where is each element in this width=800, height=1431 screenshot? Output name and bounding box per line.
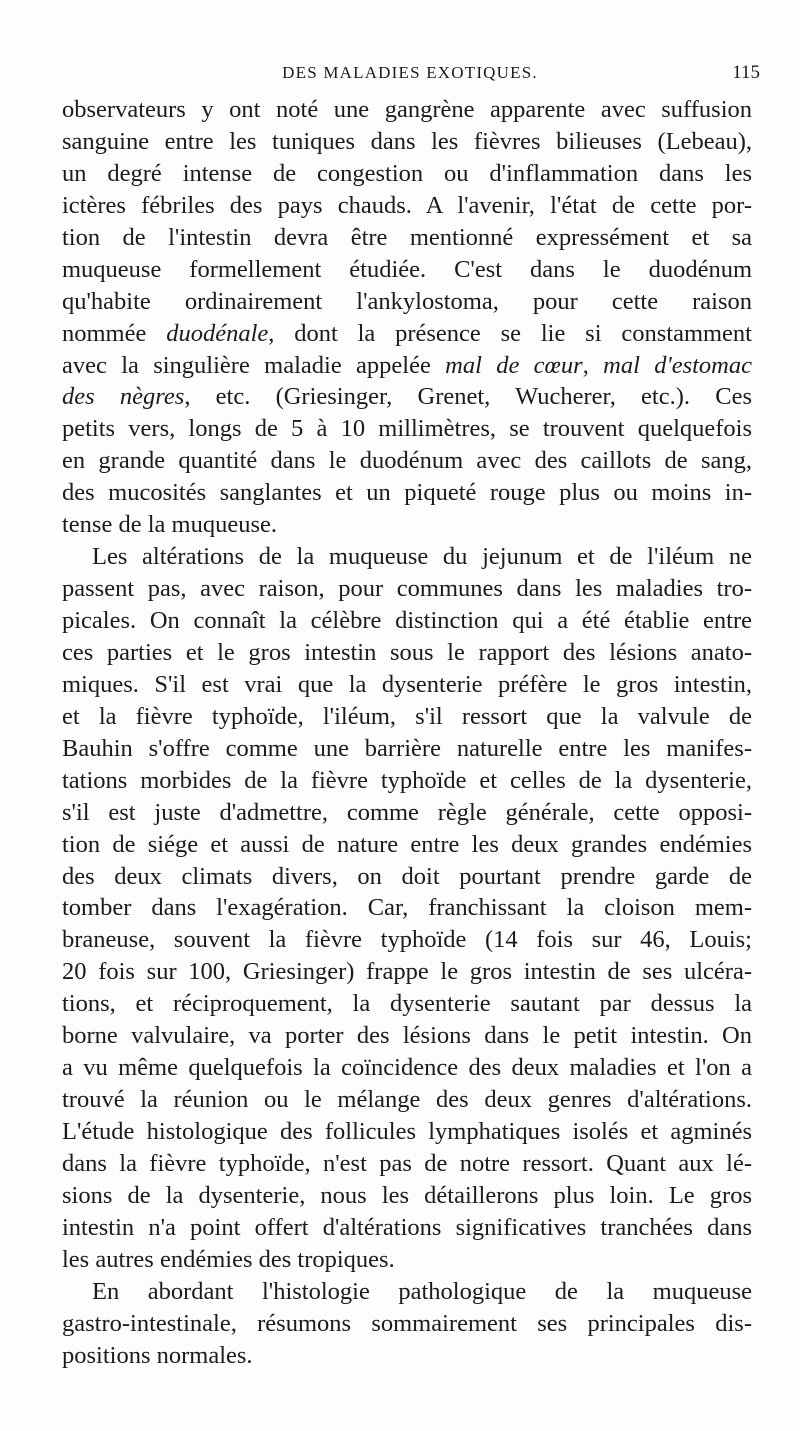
text-run: tomber dans l'exagération. Car, franchissant la cloison mem-: [62, 894, 752, 922]
text-line: [62, 605, 752, 637]
text-run: en grande quantité dans le duodénum avec des caillots de sang,: [62, 447, 752, 475]
text-run: ,: [582, 351, 604, 379]
text-line: [62, 509, 752, 541]
italic-term: mal de cœur: [445, 351, 583, 379]
text-line: [62, 1212, 752, 1244]
text-run: sanguine entre les tuniques dans les fièvres bilieuses (Lebeau),: [62, 127, 752, 155]
text-line: [62, 413, 752, 445]
text-line: [62, 94, 752, 126]
text-line: [62, 1148, 752, 1180]
text-run: des mucosités sanglantes et un piqueté rouge plus ou moins in-: [62, 479, 752, 507]
text-line: [62, 829, 752, 861]
text-run: borne valvulaire, va porter des lésions dans le petit intestin. On: [62, 1022, 752, 1050]
text-line: [62, 541, 752, 573]
text-run: qu'habite ordinairement l'ankylostoma, pour cette raison: [62, 287, 752, 315]
text-line: [62, 1340, 752, 1372]
text-run: L'étude histologique des follicules lymphatiques isolés et agminés: [62, 1118, 752, 1145]
text-run: muqueuse formellement étudiée. C'est dans le duodénum: [62, 255, 752, 283]
text-line: [62, 733, 752, 765]
text-line: [62, 1180, 752, 1212]
text-line: [62, 924, 752, 956]
text-run: 20 fois sur 100, Griesinger) frappe le gros intestin de ses ulcéra-: [62, 958, 752, 986]
text-run: Bauhin s'offre comme une barrière naturelle entre les manifes-: [62, 734, 752, 762]
text-line: [62, 381, 752, 413]
text-run: trouvé la réunion ou le mélange des deux genres d'altérations.: [62, 1086, 752, 1114]
text-run: positions normales.: [62, 1341, 253, 1369]
running-head: DES MALADIES EXOTIQUES.: [282, 63, 538, 82]
text-line: [62, 797, 752, 829]
text-run: ces parties et le gros intestin sous le rapport des lésions anato-: [62, 638, 752, 666]
text-line: [62, 222, 752, 254]
text-line: [62, 861, 752, 893]
text-line: [62, 1308, 752, 1340]
text-run: sions de la dysenterie, nous les détaillerons plus loin. Le gros: [62, 1181, 752, 1209]
text-run: les autres endémies des tropiques.: [62, 1245, 395, 1273]
text-line: [62, 350, 752, 382]
text-run: , dont la présence se lie si constamment: [268, 319, 752, 347]
text-run: observateurs y ont noté une gangrène apparente avec suffusion: [62, 96, 752, 123]
page-number: 115: [732, 62, 760, 83]
text-line: [62, 1116, 752, 1148]
text-run: a vu même quelquefois la coïncidence des deux maladies et l'on a: [62, 1054, 752, 1082]
body-text: [62, 94, 752, 1372]
text-line: [62, 956, 752, 988]
text-line: [62, 1020, 752, 1052]
text-run: petits vers, longs de 5 à 10 millimètres, se trouvent quelquefois: [62, 415, 752, 443]
text-line: [62, 254, 752, 286]
italic-term: mal d'estomac: [603, 351, 752, 379]
text-run: et la fièvre typhoïde, l'iléum, s'il ressort que la valvule de: [62, 702, 752, 730]
text-line: [62, 892, 752, 924]
text-line: [62, 286, 752, 318]
text-run: tense de la muqueuse.: [62, 511, 277, 539]
text-run: avec la singulière maladie appelée: [62, 351, 446, 379]
text-run: tions, et réciproquement, la dysenterie sautant par dessus la: [62, 990, 752, 1018]
text-run: nommée: [62, 319, 167, 347]
text-run: Les altérations de la muqueuse du jejunum et de l'iléum ne: [92, 543, 752, 571]
text-run: tion de siége et aussi de nature entre les deux grandes endémies: [62, 830, 752, 858]
text-line: [62, 1276, 752, 1308]
text-line: [62, 126, 752, 158]
text-run: braneuse, souvent la fièvre typhoïde (14 fois sur 46, Louis;: [62, 926, 752, 954]
text-run: passent pas, avec raison, pour communes dans les maladies tro-: [62, 575, 752, 603]
text-line: [62, 701, 752, 733]
text-line: [62, 1084, 752, 1116]
text-line: [62, 477, 752, 509]
text-line: [62, 190, 752, 222]
text-line: [62, 1244, 752, 1276]
text-line: [62, 637, 752, 669]
italic-term: duodénale: [166, 319, 269, 347]
text-line: [62, 669, 752, 701]
text-line: [62, 445, 752, 477]
text-line: [62, 1052, 752, 1084]
text-run: miques. S'il est vrai que la dysenterie préfère le gros intestin,: [62, 670, 752, 698]
text-run: tion de l'intestin devra être mentionné expressément et sa: [62, 223, 752, 251]
text-line: [62, 988, 752, 1020]
text-line: [62, 765, 752, 797]
text-run: un degré intense de congestion ou d'inflammation dans les: [62, 159, 752, 187]
text-run: dans la fièvre typhoïde, n'est pas de notre ressort. Quant aux lé-: [62, 1149, 752, 1177]
text-line: [62, 573, 752, 605]
text-run: des deux climats divers, on doit pourtant prendre garde de: [62, 862, 752, 890]
text-run: gastro-intestinale, résumons sommairement ses principales dis-: [62, 1309, 752, 1337]
text-run: tations morbides de la fièvre typhoïde et celles de la dysenterie,: [62, 766, 752, 794]
page-header: [60, 58, 760, 88]
text-line: [62, 318, 752, 350]
text-run: picales. On connaît la célèbre distinction qui a été établie entre: [62, 607, 752, 634]
text-run: intestin n'a point offert d'altérations significatives tranchées dans: [62, 1213, 752, 1241]
text-run: En abordant l'histologie pathologique de la muqueuse: [92, 1277, 752, 1305]
text-run: s'il est juste d'admettre, comme règle générale, cette opposi-: [62, 798, 752, 826]
italic-term: des nègres: [62, 383, 185, 411]
text-run: , etc. (Griesinger, Grenet, Wucherer, etc.). Ces: [184, 383, 752, 411]
text-line: [62, 158, 752, 190]
text-run: ictères fébriles des pays chauds. A l'avenir, l'état de cette por-: [62, 191, 752, 219]
